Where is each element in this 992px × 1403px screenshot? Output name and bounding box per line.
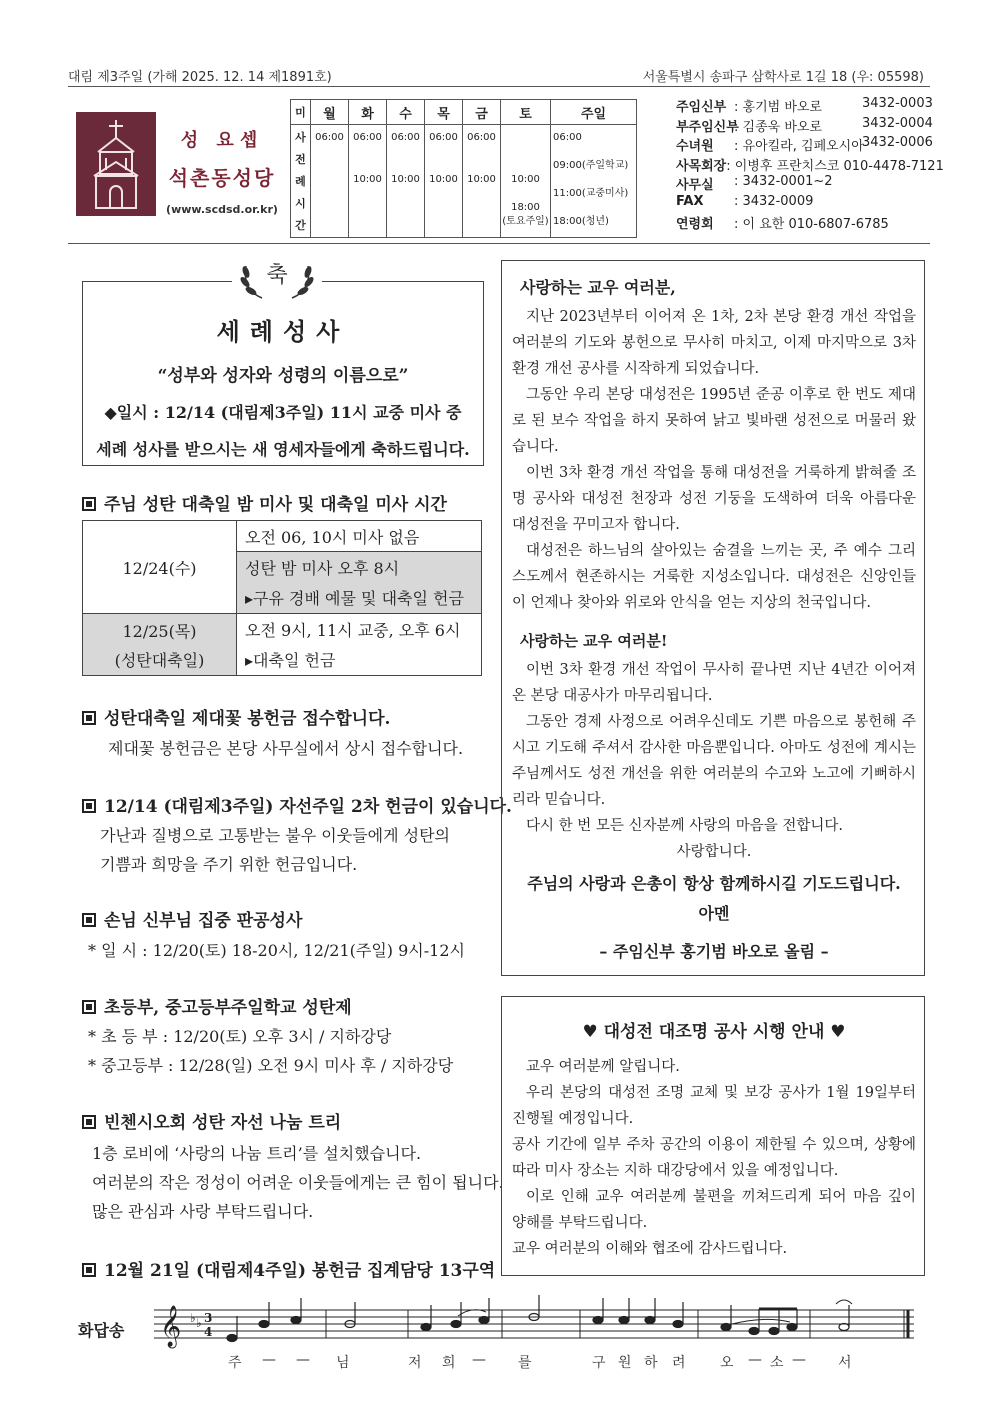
baptism-announcement xyxy=(82,281,484,466)
church-name-line1: 성 요셉 xyxy=(180,130,264,151)
tree-heading: 빈첸시오회 성탄 자선 나눔 트리 xyxy=(82,1108,341,1133)
day-header: 월 xyxy=(311,100,349,125)
baptism-date: ◆일시 : 12/14 (대림제3주일) 11시 교중 미사 중 xyxy=(104,403,462,422)
xmas-mass-heading: 주님 성탄 대축일 밤 미사 및 대축일 미사 시간 xyxy=(82,490,447,515)
times-fri: 06:00 10:00 xyxy=(463,125,501,238)
celebration-badge xyxy=(232,256,322,302)
day-header: 화 xyxy=(349,100,387,125)
xmas-date-cell: 12/24(수) xyxy=(83,521,237,614)
church-address: 서울특별시 송파구 삼학사로 1길 18 (우: 05598) xyxy=(642,70,924,85)
svg-text:𝄞: 𝄞 xyxy=(160,1306,182,1347)
notice-title: ♥ 대성전 대조명 공사 시행 안내 ♥ xyxy=(582,1022,846,1042)
letter-amen: 아멘 xyxy=(698,904,730,923)
baptism-title: 세례성사 xyxy=(216,317,350,346)
xmas-mass-table xyxy=(82,520,482,676)
pastor-letter xyxy=(501,260,925,976)
notice-paragraph: 교우 여러분께 알립니다. xyxy=(526,1059,680,1075)
church-website[interactable]: (www.scdsd.or.kr) xyxy=(166,203,278,216)
bullet-square-icon xyxy=(82,913,96,927)
notice-paragraph: 공사 기간에 일부 주차 공간의 이용이 제한될 수 있으며, 상황에 따라 미사 장소는 지하 대강당에서 있을 예정입니다. xyxy=(512,1137,916,1179)
letter-greeting: 사랑하는 교우 여러분, xyxy=(520,278,676,297)
day-header: 토 xyxy=(501,100,551,125)
school-body: * 초 등 부 : 12/20(토) 오후 3시 / 지하강당 * 중고등부 : 12/28(일) 오전 9시 미사 후 / 지하강당 xyxy=(88,1027,454,1075)
charity-body: 가난과 질병으로 고통받는 불우 이웃들에게 성탄의 기쁨과 희망을 주기 위한 헌금입니다. xyxy=(100,826,451,874)
baptism-wish: 세례 성사를 받으시는 새 영세자들에게 축하드립니다. xyxy=(96,440,470,459)
letter-paragraph: 그동안 경제 사정으로 어려우신데도 기쁜 마음으로 봉헌해 주시고 기도해 주셔서 감사한 마음뿐입니다. 아마도 성전에 계시는 주님께서도 성전 개선을 위한 여러분의 수고와 노고에 기뻐하시리라 믿습니다. xyxy=(512,714,916,808)
bullet-square-icon xyxy=(82,1000,96,1014)
svg-text:♭: ♭ xyxy=(196,1316,202,1330)
mass-schedule-table xyxy=(290,99,637,238)
xmas-line: ▸구유 경배 예물 및 대축일 헌금 xyxy=(237,583,482,614)
bullet-square-icon xyxy=(82,711,96,725)
offering-heading: 12월 21일 (대림제4주일) 봉헌금 집계담당 13구역 xyxy=(82,1256,495,1281)
day-header: 금 xyxy=(463,100,501,125)
notice-paragraph: 교우 여러분의 이해와 협조에 감사드립니다. xyxy=(512,1241,788,1257)
staff-row: 사무실 : 3432-0001~2 xyxy=(676,174,833,193)
letter-signature: – 주임신부 홍기범 바오로 올림 – xyxy=(599,942,829,961)
staff-row: 연령회 : 이 요한 010-6807-6785 xyxy=(676,217,889,232)
music-staff xyxy=(154,1294,914,1352)
church-name-line2: 석촌동성당 xyxy=(168,166,276,190)
svg-text:3: 3 xyxy=(204,1311,213,1325)
mass-label-head: 미 xyxy=(291,100,311,125)
staff-row: 부주임신부 : 김종욱 바오로 3432-0004 xyxy=(676,115,933,135)
day-header: 목 xyxy=(425,100,463,125)
times-sat: 10:00 18:00 (토요주일) xyxy=(501,125,551,238)
day-header: 주일 xyxy=(551,100,637,125)
bullet-square-icon xyxy=(82,1263,96,1277)
day-header: 수 xyxy=(387,100,425,125)
confession-heading: 손님 신부님 집중 판공성사 xyxy=(82,906,302,931)
bullet-square-icon xyxy=(82,799,96,813)
issue-header xyxy=(68,66,930,85)
tree-body: 1층 로비에 ‘사랑의 나눔 트리’를 설치했습니다. 여러분의 작은 정성이 어려운 이웃들에게는 큰 힘이 됩니다. 많은 관심과 사랑 부탁드립니다. xyxy=(92,1144,504,1221)
responsorial-psalm: 화답송 𝄞 ♭ ♭ 3 4 주 — — 님 저 희 — 를 구 원 하 려 오 — 소 — 서 xyxy=(78,1294,918,1374)
staff-row: 주임신부 : 홍기범 바오로 3432-0003 xyxy=(676,96,933,115)
letter-paragraph: 다시 한 번 모든 신자분께 사랑의 마음을 전합니다. xyxy=(526,818,844,834)
notice-paragraph: 이로 인해 교우 여러분께 불편을 끼쳐드리게 되어 마음 깊이 양해를 부탁드립니다. xyxy=(512,1189,916,1231)
letter-paragraph: 이번 3차 환경 개선 작업을 통해 대성전을 거룩하게 밝혀줄 조명 공사와 대성전 천장과 성전 기둥을 도색하여 더욱 아름다운 대성전을 꾸미고자 합니다. xyxy=(512,465,916,533)
xmas-line: 오전 06, 10시 미사 없음 xyxy=(237,521,482,552)
staff-row: 사목회장 : 이병후 프란치스코 010-4478-7121 xyxy=(676,158,944,174)
psalm-label: 화답송 xyxy=(78,1321,125,1340)
xmas-line: 성탄 밤 미사 오후 8시 xyxy=(237,552,482,583)
letter-paragraph: 그동안 우리 본당 대성전은 1995년 준공 이후로 한 번도 제대로 된 보수 작업을 하지 못하여 낡고 빛바랜 성전으로 머물러 왔습니다. xyxy=(512,387,916,455)
notice-paragraph: 우리 본당의 대성전 조명 교체 및 보강 공사가 1월 19일부터 진행될 예정입니다. xyxy=(512,1085,916,1127)
letter-paragraph: 지난 2023년부터 이어져 온 1차, 2차 본당 환경 개선 작업을 여러분의 기도와 봉헌으로 무사히 마치고, 이제 마지막으로 3차 환경 개선 공사를 시작하게 되었습니다. xyxy=(512,309,916,377)
celebration-char: 축 xyxy=(266,263,288,288)
church-name-block xyxy=(166,126,278,216)
times-thu: 06:00 10:00 xyxy=(425,125,463,238)
times-sun: 06:00 09:00(주일학교) 11:00(교중미사) 18:00(청년) xyxy=(551,125,637,238)
staff-row: FAX : 3432-0009 xyxy=(676,193,814,209)
xmas-line: ▸대축일 헌금 xyxy=(237,645,482,676)
times-tue: 06:00 10:00 xyxy=(349,125,387,238)
bullet-square-icon xyxy=(82,497,96,511)
letter-paragraph: 대성전은 하느님의 살아있는 숨결을 느끼는 곳, 주 예수 그리스도께서 현존하시는 거룩한 지성소입니다. 대성전은 신앙인들이 언제나 찾아와 위로와 안식을 얻는 지상의 천국입니다. xyxy=(512,543,916,611)
issue-info: 대림 제3주일 (가해 2025. 12. 14 제1891호) xyxy=(68,70,332,85)
baptism-quote: “성부와 성자와 성령의 이름으로” xyxy=(157,366,409,386)
staff-row: 수녀원 : 유아킬라, 김페오시아 3432-0006 xyxy=(676,135,933,154)
staff-directory xyxy=(676,96,944,233)
svg-text:4: 4 xyxy=(204,1325,213,1339)
letter-blessing: 주님의 사랑과 은총이 항상 함께하시길 기도드립니다. xyxy=(527,874,901,893)
flower-heading: 성탄대축일 제대꽃 봉헌금 접수합니다. xyxy=(82,704,390,729)
letter-paragraph: 이번 3차 환경 개선 작업이 무사히 끝나면 지난 4년간 이어져 온 본당 대공사가 마무리됩니다. xyxy=(512,662,916,704)
letter-greeting-2: 사랑하는 교우 여러분! xyxy=(520,632,668,650)
church-logo xyxy=(76,112,156,216)
lighting-notice xyxy=(501,996,925,1276)
mass-label-vertical: 사 전 례 시 간 xyxy=(291,125,311,238)
times-mon: 06:00 xyxy=(311,125,349,238)
bullet-square-icon xyxy=(82,1115,96,1129)
header-bottom-rule xyxy=(68,243,930,244)
svg-text:♭: ♭ xyxy=(190,1311,196,1325)
times-wed: 06:00 10:00 xyxy=(387,125,425,238)
flower-body: 제대꽃 봉헌금은 본당 사무실에서 상시 접수합니다. xyxy=(108,739,464,758)
xmas-date-cell: 12/25(목) (성탄대축일) xyxy=(83,614,237,676)
confession-body: * 일 시 : 12/20(토) 18-20시, 12/21(주일) 9시-12시 xyxy=(88,941,465,960)
xmas-line: 오전 9시, 11시 교중, 오후 6시 xyxy=(237,614,482,645)
letter-love: 사랑합니다. xyxy=(676,844,752,860)
school-heading: 초등부, 중고등부주일학교 성탄제 xyxy=(82,993,352,1018)
header-rule xyxy=(68,86,930,87)
charity-heading: 12/14 (대림제3주일) 자선주일 2차 헌금이 있습니다. xyxy=(82,792,512,817)
